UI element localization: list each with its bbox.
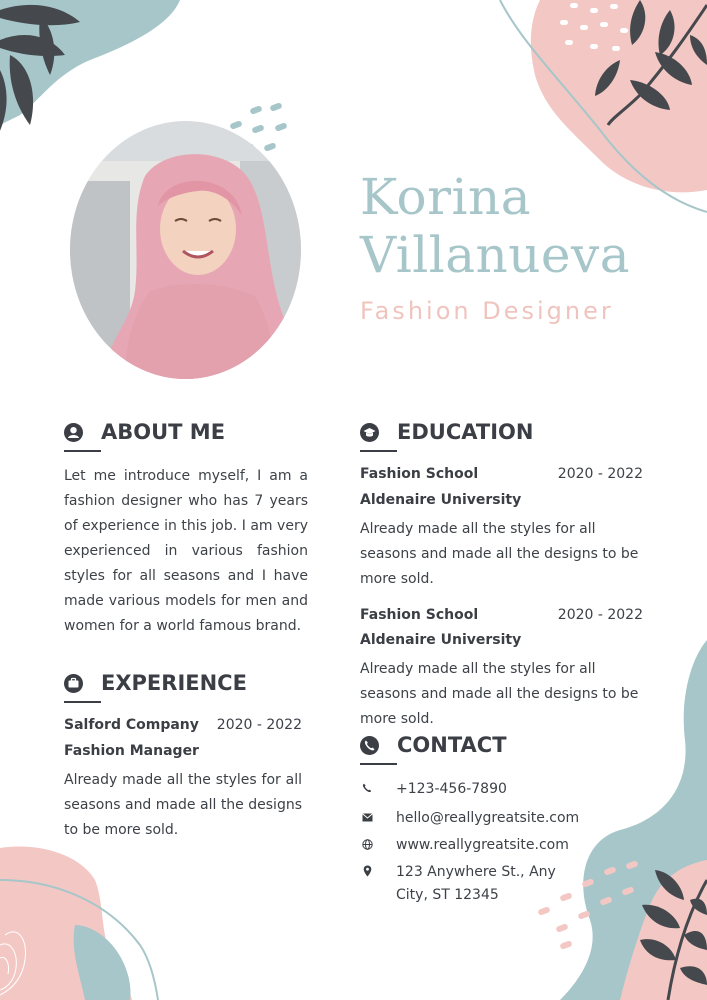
experience-company: Salford Company bbox=[64, 717, 199, 733]
experience-item-header bbox=[64, 717, 302, 733]
phone-icon bbox=[360, 736, 379, 755]
contact-email[interactable]: hello@reallygreatsite.com bbox=[396, 810, 580, 826]
contact-address-row bbox=[360, 861, 600, 907]
education-section bbox=[360, 420, 643, 732]
contact-phone-row bbox=[360, 778, 600, 801]
education-item-1-header bbox=[360, 466, 643, 482]
globe-icon bbox=[360, 837, 374, 851]
contact-title: CONTACT bbox=[397, 733, 507, 757]
contact-phone[interactable]: +123-456-7890 bbox=[396, 781, 507, 797]
contact-header bbox=[360, 733, 600, 757]
education-description: Already made all the styles for all seasons and made all the designs to be more sold. bbox=[360, 661, 639, 727]
experience-position: Fashion Manager bbox=[64, 743, 199, 759]
profile-photo bbox=[70, 121, 301, 379]
experience-header bbox=[64, 671, 302, 695]
contact-website[interactable]: www.reallygreatsite.com bbox=[396, 837, 569, 853]
education-school: Fashion School bbox=[360, 466, 479, 482]
education-university: Aldenaire University bbox=[360, 492, 522, 508]
full-name bbox=[360, 168, 680, 284]
phone-icon bbox=[360, 781, 374, 795]
education-description: Already made all the styles for all seasons and made all the designs to be more sold. bbox=[360, 521, 639, 587]
graduation-cap-icon bbox=[360, 423, 379, 442]
education-school: Fashion School bbox=[360, 607, 479, 623]
about-title: ABOUT ME bbox=[101, 420, 226, 444]
about-header bbox=[64, 420, 308, 444]
contact-email-row bbox=[360, 807, 600, 830]
map-pin-icon bbox=[360, 864, 374, 878]
last-name: Villanueva bbox=[360, 226, 631, 284]
education-dates: 2020 - 2022 bbox=[557, 607, 643, 623]
experience-dates: 2020 - 2022 bbox=[216, 717, 302, 733]
contact-section bbox=[360, 733, 600, 907]
education-item-2-header bbox=[360, 607, 643, 623]
top-right-blob bbox=[531, 0, 707, 192]
contact-address: 123 Anywhere St., Any City, ST 12345 bbox=[396, 864, 556, 903]
experience-description: Already made all the styles for all seasons and made all the designs to be more sold. bbox=[64, 772, 302, 838]
first-name: Korina bbox=[360, 168, 532, 226]
experience-underline bbox=[64, 701, 101, 703]
experience-section bbox=[64, 671, 302, 843]
contact-website-row bbox=[360, 834, 600, 857]
about-section bbox=[64, 420, 308, 639]
contact-underline bbox=[360, 763, 397, 765]
user-icon bbox=[64, 423, 83, 442]
education-university: Aldenaire University bbox=[360, 632, 522, 648]
education-dates: 2020 - 2022 bbox=[557, 466, 643, 482]
job-title: Fashion Designer bbox=[360, 297, 614, 325]
education-underline bbox=[360, 450, 397, 452]
education-title: EDUCATION bbox=[397, 420, 534, 444]
about-underline bbox=[64, 450, 101, 452]
about-text: Let me introduce myself, I am a fashion designer who has 7 years of experience in this job. I am very experienced in various fashion styles for all seasons and I have made various models for men and women for a world famous brand. bbox=[64, 468, 308, 634]
briefcase-icon bbox=[64, 674, 83, 693]
education-header bbox=[360, 420, 643, 444]
envelope-icon bbox=[360, 810, 374, 824]
portrait-photo-icon bbox=[70, 121, 301, 379]
experience-title: EXPERIENCE bbox=[101, 671, 247, 695]
